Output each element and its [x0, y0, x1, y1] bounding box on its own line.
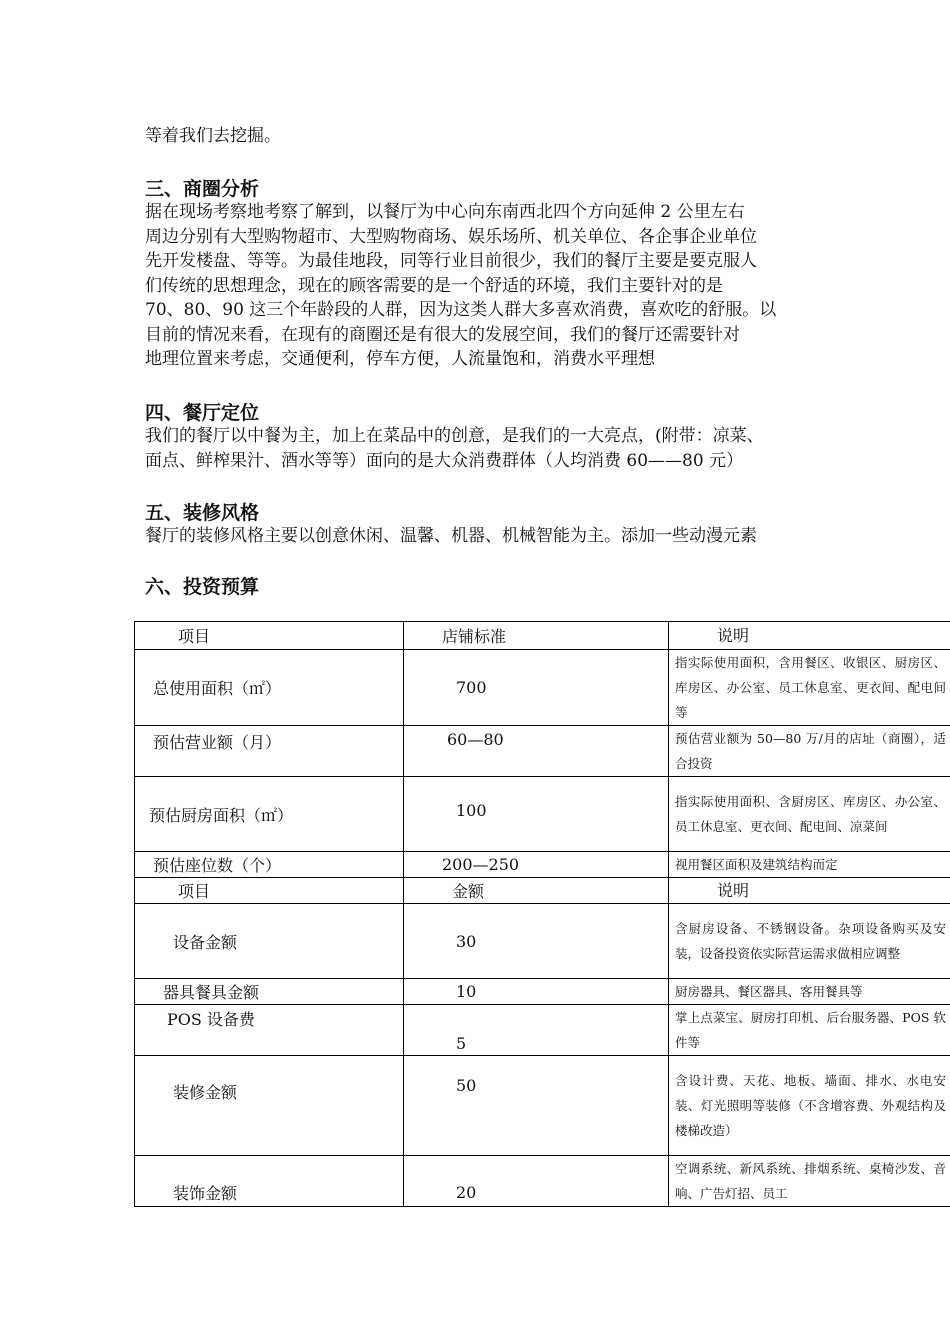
text-line: 们传统的思想理念，现在的顾客需要的是一个舒适的环境，我们主要针对的是 — [145, 275, 723, 296]
item-cell: 器具餐具金额 — [135, 979, 404, 1005]
note-cell: 空调系统、新风系统、排烟系统、桌椅沙发、音响、广告灯招、员工 — [669, 1156, 950, 1207]
value-cell: 10 — [404, 979, 669, 1005]
intro-tail-text — [145, 124, 817, 149]
table-row — [135, 979, 950, 1005]
value-cell: 700 — [404, 650, 669, 726]
section-heading-decoration-style: 五、装修风格 — [145, 502, 260, 524]
value-cell: 100 — [404, 777, 669, 852]
text-line: 我们的餐厅以中餐为主，加上在菜品中的创意，是我们的一大亮点，(附带：凉菜、 — [145, 426, 764, 446]
table-row — [135, 726, 950, 777]
item-cell: 预估座位数（个） — [135, 852, 404, 878]
note-cell: 含厨房设备、不锈钢设备。杂项设备购买及安装，设备投资依实际营运需求做相应调整 — [669, 904, 950, 979]
value-cell: 5 — [404, 1005, 669, 1056]
text-line: 等着我们去挖掘。 — [145, 126, 281, 146]
value-cell: 200—250 — [404, 852, 669, 878]
item-cell: 装修金额 — [135, 1056, 404, 1156]
item-cell: 总使用面积（㎡） — [135, 650, 404, 726]
header-cell: 说明 — [669, 878, 950, 904]
text-line: 地理位置来考虑，交通便利，停车方便，人流量饱和，消费水平理想 — [145, 349, 655, 369]
table-row — [135, 904, 950, 979]
item-cell: 预估营业额（月） — [135, 726, 404, 777]
positioning-paragraph — [145, 424, 817, 473]
item-cell: POS 设备费 — [135, 1005, 404, 1056]
item-cell: 预估厨房面积（㎡） — [135, 777, 404, 852]
business-district-paragraph — [145, 200, 817, 372]
note-cell: 掌上点菜宝、厨房打印机、后台服务器、POS 软件等 — [669, 1005, 950, 1056]
section-heading-investment-budget: 六、投资预算 — [145, 576, 260, 598]
value-cell: 30 — [404, 904, 669, 979]
decoration-style-paragraph — [145, 524, 817, 549]
note-cell: 指实际使用面积、含厨房区、库房区、办公室、员工休息室、更衣间、配电间、凉菜间 — [669, 777, 950, 852]
header-cell: 金额 — [404, 878, 669, 904]
header-cell: 项目 — [135, 878, 404, 904]
text-line: 面点、鲜榨果汁、酒水等等）面向的是大众消费群体（人均消费 60——80 元） — [145, 450, 744, 471]
text-line: 目前的情况来看，在现有的商圈还是有很大的发展空间，我们的餐厅还需要针对 — [145, 324, 740, 345]
table-header-row — [135, 622, 950, 650]
section-heading-positioning: 四、餐厅定位 — [145, 402, 260, 424]
table-row — [135, 852, 950, 878]
text-line: 先开发楼盘、等等。为最佳地段，同等行业目前很少，我们的餐厅主要是要克服人 — [145, 251, 757, 271]
table-row — [135, 1056, 950, 1156]
item-cell: 装饰金额 — [135, 1156, 404, 1207]
note-cell: 厨房器具、餐区器具、客用餐具等 — [669, 979, 950, 1005]
header-cell: 说明 — [669, 622, 950, 650]
text-line: 周边分别有大型购物超市、大型购物商场、娱乐场所、机关单位、各企事企业单位 — [145, 226, 757, 247]
table-row — [135, 777, 950, 852]
item-cell: 设备金额 — [135, 904, 404, 979]
value-cell: 20 — [404, 1156, 669, 1207]
table-row — [135, 650, 950, 726]
text-line: 据在现场考察地考察了解到，以餐厅为中心向东南西北四个方向延伸 2 公里左右 — [145, 202, 745, 222]
text-line: 餐厅的装修风格主要以创意休闲、温馨、机器、机械智能为主。添加一些动漫元素 — [145, 526, 757, 546]
note-cell: 指实际使用面积，含用餐区、收银区、厨房区、库房区、办公室、员工休息室、更衣间、配电间等 — [669, 650, 950, 726]
note-cell: 预估营业额为 50—80 万/月的店址（商圈），适合投资 — [669, 726, 950, 777]
note-cell: 含设计费、天花、地板、墙面、排水、水电安装、灯光照明等装修（不含增容费、外观结构及楼梯改造） — [669, 1056, 950, 1156]
header-cell: 项目 — [135, 622, 404, 650]
table-header-row — [135, 878, 950, 904]
value-cell: 60—80 — [404, 726, 669, 777]
text-line: 70、80、90 这三个年龄段的人群，因为这类人群大多喜欢消费，喜欢吃的舒服。以 — [145, 300, 777, 320]
header-cell: 店铺标准 — [404, 622, 669, 650]
note-cell: 视用餐区面积及建筑结构而定 — [669, 852, 950, 878]
investment-budget-table — [134, 621, 950, 1207]
value-cell: 50 — [404, 1056, 669, 1156]
table-row — [135, 1156, 950, 1207]
table-row — [135, 1005, 950, 1056]
section-heading-business-district: 三、商圈分析 — [145, 178, 260, 200]
